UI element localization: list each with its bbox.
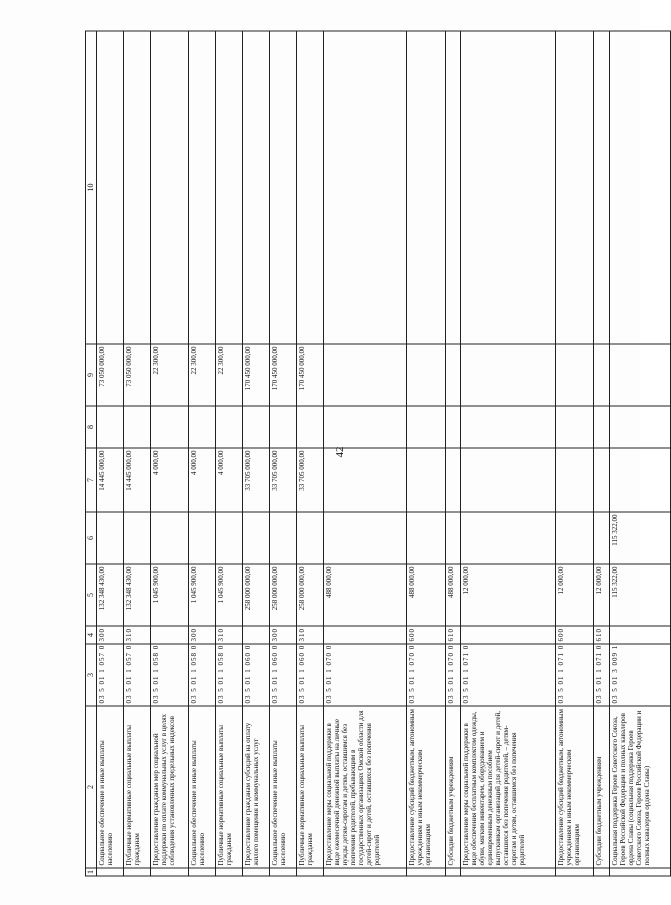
row-vr-cell: 300	[189, 626, 216, 644]
row-amount-cell: 14 445 000,00	[97, 448, 124, 512]
row-amount-cell	[594, 448, 610, 512]
row-amount-cell: 73 050 000,00	[97, 344, 124, 406]
row-amount-cell	[296, 512, 323, 564]
row-amount-cell	[296, 31, 323, 344]
row-amount-cell	[445, 31, 461, 344]
row-amount-cell	[97, 406, 124, 448]
row-name-cell: Социальное обеспечение и иные выплаты населению	[269, 706, 296, 868]
row-code-cell: 03 5 01 1 060 0	[296, 644, 323, 706]
row-amount-cell: 488 000,00	[445, 564, 461, 626]
row-amount-cell	[189, 31, 216, 344]
row-amount-cell: 22 300,00	[150, 344, 188, 406]
row-amount-cell	[269, 31, 296, 344]
row-vr-cell: 600	[556, 626, 594, 644]
row-blank-cell	[407, 868, 445, 876]
row-amount-cell	[594, 406, 610, 448]
row-amount-cell: 258 000 000,00	[242, 564, 269, 626]
column-header: 4	[86, 626, 97, 644]
row-amount-cell	[594, 512, 610, 564]
row-amount-cell	[323, 448, 407, 512]
row-amount-cell	[323, 512, 407, 564]
row-amount-cell	[445, 448, 461, 512]
row-code-cell: 03 5 01 1 070 0	[445, 644, 461, 706]
row-amount-cell	[97, 31, 124, 344]
column-header: 2	[86, 706, 97, 868]
row-code-cell: 03 5 01 1 060 0	[269, 644, 296, 706]
row-amount-cell: 170 450 000,00	[269, 344, 296, 406]
row-amount-cell	[556, 31, 594, 344]
row-amount-cell	[150, 512, 188, 564]
row-name-cell: Предоставление гражданам мер социальной поддержки по оплате коммунальных услуг в целях соблюдения установленных предельных индексов	[150, 706, 188, 868]
row-amount-cell: 488 000,00	[323, 564, 407, 626]
column-header: 9	[86, 344, 97, 406]
row-name-cell: Социальная поддержка Героев Советского Союза, Героев Российской Федерации и полных кавалеров ордена Славы (социальная поддержка Героев Советского Союза, Героев Российской Федерации и полных кавалеров ордена Славы)	[609, 706, 670, 868]
row-amount-cell: 115 322,00	[609, 512, 670, 564]
row-blank-cell	[556, 868, 594, 876]
row-amount-cell	[407, 406, 445, 448]
row-blank-cell	[215, 868, 242, 876]
row-amount-cell: 4 000,00	[150, 448, 188, 512]
row-blank-cell	[323, 868, 407, 876]
row-amount-cell	[150, 31, 188, 344]
row-name-cell: Субсидии бюджетным учреждениям	[445, 706, 461, 868]
row-amount-cell	[97, 512, 124, 564]
row-amount-cell	[461, 406, 556, 448]
row-amount-cell	[150, 406, 188, 448]
table-row	[123, 31, 150, 876]
table-row	[461, 31, 556, 876]
row-amount-cell	[296, 406, 323, 448]
row-blank-cell	[97, 868, 124, 876]
row-code-cell: 03 5 01 1 070 0	[407, 644, 445, 706]
row-vr-cell: 600	[407, 626, 445, 644]
row-amount-cell	[609, 31, 670, 344]
row-amount-cell: 22 300,00	[189, 344, 216, 406]
row-amount-cell	[123, 512, 150, 564]
row-code-cell: 03 5 01 3 009 1	[609, 644, 670, 706]
row-amount-cell: 12 000,00	[461, 564, 556, 626]
row-amount-cell	[594, 344, 610, 406]
row-amount-cell: 488 000,00	[407, 564, 445, 626]
row-amount-cell	[461, 344, 556, 406]
row-blank-cell	[269, 868, 296, 876]
row-code-cell: 03 5 01 1 057 0	[123, 644, 150, 706]
table-row	[189, 31, 216, 876]
row-amount-cell	[461, 31, 556, 344]
column-header: 5	[86, 564, 97, 626]
table-row	[269, 31, 296, 876]
row-amount-cell	[445, 406, 461, 448]
row-amount-cell	[215, 406, 242, 448]
row-vr-cell: 310	[296, 626, 323, 644]
row-vr-cell	[242, 626, 269, 644]
table-row	[296, 31, 323, 876]
row-amount-cell	[189, 406, 216, 448]
column-header: 10	[86, 31, 97, 344]
row-vr-cell: 610	[445, 626, 461, 644]
row-amount-cell: 12 000,00	[594, 564, 610, 626]
row-blank-cell	[242, 868, 269, 876]
row-amount-cell	[323, 406, 407, 448]
row-amount-cell	[123, 406, 150, 448]
row-amount-cell	[461, 448, 556, 512]
row-amount-cell	[556, 512, 594, 564]
row-amount-cell	[609, 344, 670, 406]
row-amount-cell	[189, 512, 216, 564]
row-name-cell: Социальное обеспечение и иные выплаты населению	[189, 706, 216, 868]
row-vr-cell	[609, 626, 670, 644]
row-amount-cell	[609, 448, 670, 512]
row-amount-cell	[609, 406, 670, 448]
budget-table	[85, 31, 671, 877]
row-blank-cell	[189, 868, 216, 876]
row-vr-cell: 300	[97, 626, 124, 644]
row-amount-cell: 22 300,00	[215, 344, 242, 406]
row-name-cell: Публичные нормативные социальные выплаты гражданам	[296, 706, 323, 868]
row-amount-cell	[556, 448, 594, 512]
row-amount-cell	[461, 512, 556, 564]
row-name-cell: Субсидии бюджетным учреждениям	[594, 706, 610, 868]
row-blank-cell	[445, 868, 461, 876]
row-amount-cell: 170 450 000,00	[296, 344, 323, 406]
row-code-cell: 03 5 01 1 057 0	[97, 644, 124, 706]
table-row	[323, 31, 407, 876]
column-header: 8	[86, 406, 97, 448]
table-row	[407, 31, 445, 876]
row-code-cell: 03 5 01 1 071 0	[461, 644, 556, 706]
row-amount-cell: 12 000,00	[556, 564, 594, 626]
row-amount-cell: 115 322,00	[609, 564, 670, 626]
column-header: 1	[86, 870, 96, 874]
row-amount-cell: 132 348 430,00	[123, 564, 150, 626]
row-amount-cell: 1 045 900,00	[150, 564, 188, 626]
table-row	[556, 31, 594, 876]
table-row	[609, 31, 670, 876]
row-amount-cell	[323, 344, 407, 406]
row-amount-cell	[123, 31, 150, 344]
row-amount-cell: 33 705 000,00	[296, 448, 323, 512]
row-amount-cell: 170 450 000,00	[242, 344, 269, 406]
row-code-cell: 03 5 01 1 071 0	[594, 644, 610, 706]
row-amount-cell	[242, 406, 269, 448]
row-code-cell: 03 5 01 1 071 0	[556, 644, 594, 706]
row-amount-cell	[407, 512, 445, 564]
row-blank-cell	[150, 868, 188, 876]
row-vr-cell: 310	[123, 626, 150, 644]
row-name-cell: Предоставление субсидий бюджетным, автономным учреждениям и иным некоммерческим организациям	[556, 706, 594, 868]
row-amount-cell: 132 348 430,00	[97, 564, 124, 626]
row-name-cell: Социальное обеспечение и иные выплаты населению	[97, 706, 124, 868]
row-amount-cell	[556, 344, 594, 406]
row-amount-cell	[407, 448, 445, 512]
row-amount-cell: 4 000,00	[189, 448, 216, 512]
row-name-cell: Предоставление меры социальной поддержки в виде обеспечения бесплатным комплектом одежды, обуви, мягким инвентарем, оборудованием и единовременным денежным пособием выпускникам организаций для детей-сирот и детей, оставшихся без попечения родителей, – детям-сиротам и детям, оставшимся без попечения родителей	[461, 706, 556, 868]
row-amount-cell	[215, 31, 242, 344]
row-amount-cell	[323, 31, 407, 344]
table-row	[150, 31, 188, 876]
row-name-cell: Публичные нормативные социальные выплаты гражданам	[215, 706, 242, 868]
table-row	[445, 31, 461, 876]
row-name-cell: Предоставление гражданам субсидий на оплату жилого помещения и коммунальных услуг	[242, 706, 269, 868]
row-blank-cell	[296, 868, 323, 876]
row-amount-cell	[242, 512, 269, 564]
row-name-cell: Предоставление меры социальной поддержки в виде ежемесячной денежной выплаты на личные нужды детям-сиротам и детям, оставшимся без попечения родителей, пребывающим в государственных организациях Омской области для детей-сирот и детей, оставшихся без попечения родителей	[323, 706, 407, 868]
row-name-cell: Предоставление субсидий бюджетным, автономным учреждениям и иным некоммерческим организациям	[407, 706, 445, 868]
row-vr-cell: 300	[269, 626, 296, 644]
row-vr-cell: 310	[215, 626, 242, 644]
row-amount-cell: 258 000 000,00	[269, 564, 296, 626]
page-number: 42	[334, 446, 346, 458]
row-blank-cell	[123, 868, 150, 876]
row-name-cell: Публичные нормативные социальные выплаты гражданам	[123, 706, 150, 868]
row-code-cell: 03 5 01 1 058 0	[215, 644, 242, 706]
column-header: 3	[86, 644, 97, 706]
row-code-cell: 03 5 01 1 058 0	[150, 644, 188, 706]
row-amount-cell: 73 050 000,00	[123, 344, 150, 406]
row-amount-cell: 1 045 900,00	[215, 564, 242, 626]
table-row	[242, 31, 269, 876]
row-amount-cell	[269, 406, 296, 448]
table-row	[594, 31, 610, 876]
row-amount-cell: 4 000,00	[215, 448, 242, 512]
row-amount-cell	[215, 512, 242, 564]
row-vr-cell	[150, 626, 188, 644]
row-amount-cell	[407, 31, 445, 344]
row-amount-cell: 33 705 000,00	[242, 448, 269, 512]
row-blank-cell	[594, 868, 610, 876]
row-amount-cell	[445, 344, 461, 406]
row-vr-cell: 610	[594, 626, 610, 644]
column-header: 7	[86, 448, 97, 512]
row-amount-cell: 1 045 900,00	[189, 564, 216, 626]
row-vr-cell	[461, 626, 556, 644]
row-blank-cell	[461, 868, 556, 876]
row-amount-cell	[407, 344, 445, 406]
row-blank-cell	[609, 868, 670, 876]
row-amount-cell	[242, 31, 269, 344]
row-code-cell: 03 5 01 1 060 0	[242, 644, 269, 706]
row-amount-cell: 258 000 000,00	[296, 564, 323, 626]
row-amount-cell: 14 445 000,00	[123, 448, 150, 512]
row-amount-cell	[445, 512, 461, 564]
column-number-row	[86, 31, 97, 876]
row-amount-cell	[594, 31, 610, 344]
row-amount-cell: 33 705 000,00	[269, 448, 296, 512]
row-code-cell: 03 5 01 1 058 0	[189, 644, 216, 706]
row-vr-cell	[323, 626, 407, 644]
column-header: 6	[86, 512, 97, 564]
row-code-cell: 03 5 01 1 070 0	[323, 644, 407, 706]
table-row	[97, 31, 124, 876]
budget-table-wrapper	[85, 32, 671, 877]
row-amount-cell	[269, 512, 296, 564]
table-row	[215, 31, 242, 876]
row-amount-cell	[556, 406, 594, 448]
